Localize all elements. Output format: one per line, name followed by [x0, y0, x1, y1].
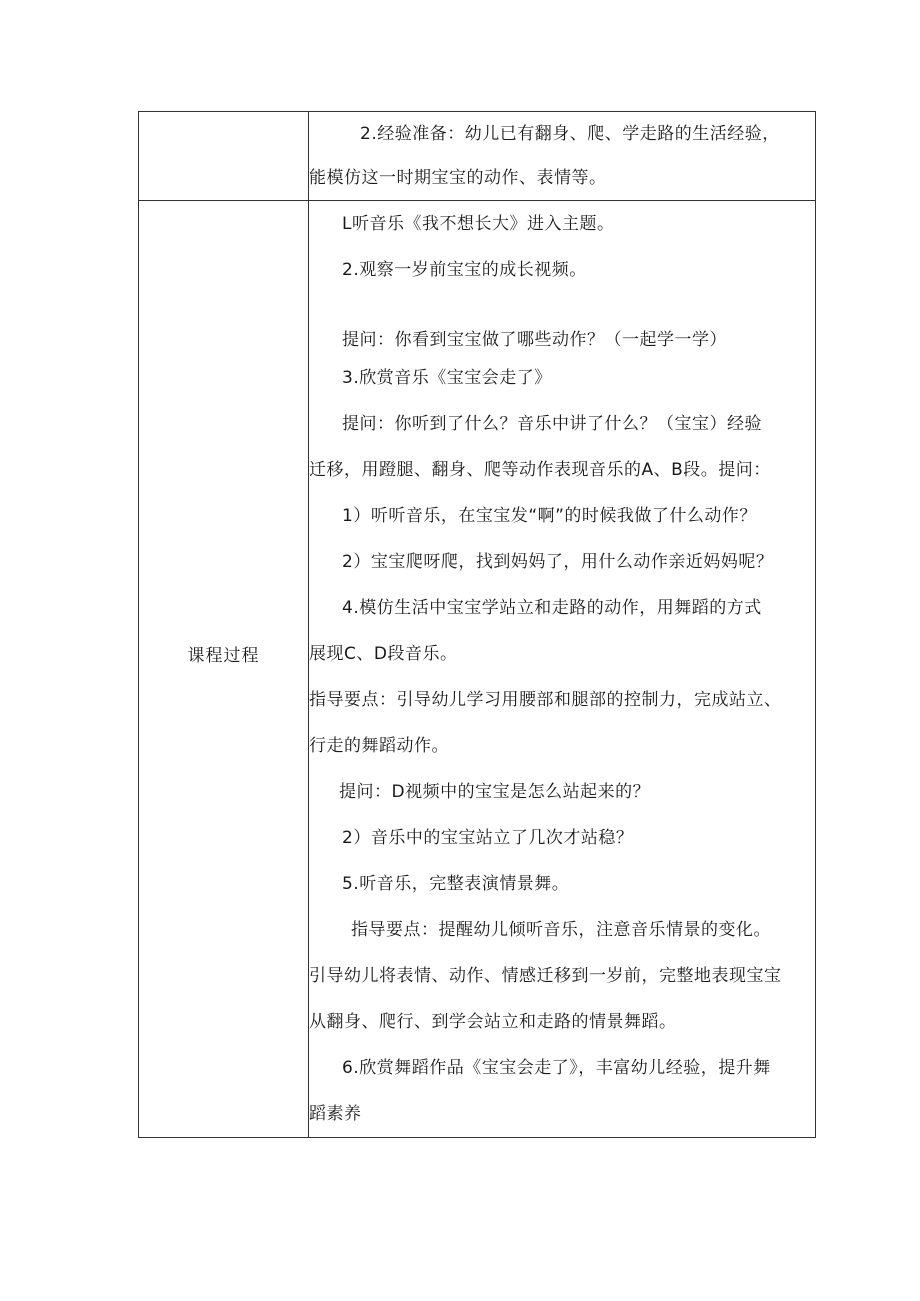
content-line: 指导要点：提醒幼儿倾听音乐，注意音乐情景的变化。 [351, 920, 771, 940]
content-line: 2）音乐中的宝宝站立了几次才站稳？ [342, 828, 634, 848]
content-line: 2.经验准备：幼儿已有翻身、爬、学走路的生活经验， [360, 124, 780, 144]
content-line: 提问：D视频中的宝宝是怎么站起来的？ [339, 782, 651, 802]
row-content-cell [309, 112, 816, 201]
row-label-cell [139, 112, 309, 201]
table-row [139, 112, 816, 201]
row-label-cell [139, 201, 309, 1138]
content-line: 从翻身、爬行、到学会站立和走路的情景舞蹈。 [309, 1012, 677, 1032]
content-line: 指导要点：引导幼儿学习用腰部和腿部的控制力，完成站立、 [309, 690, 782, 710]
spacer [309, 293, 815, 317]
content-line: 5.听音乐，完整表演情景舞。 [342, 874, 570, 894]
content-line: 1）听听音乐，在宝宝发“啊”的时候我做了什么动作？ [342, 506, 757, 526]
row-label: 课程过程 [187, 645, 260, 666]
table-row [139, 201, 816, 1138]
content-line: 2）宝宝爬呀爬，找到妈妈了，用什么动作亲近妈妈呢？ [342, 552, 774, 572]
content-line: 4.模仿生活中宝宝学站立和走路的动作，用舞蹈的方式 [342, 598, 762, 618]
content-line: 提问：你看到宝宝做了哪些动作？（一起学一学） [342, 330, 727, 350]
content-line: 迁移，用蹬腿、翻身、爬等动作表现音乐的A、B段。提问： [309, 460, 771, 480]
content-line: 蹈素养 [309, 1104, 362, 1124]
lesson-plan-table [138, 111, 816, 1138]
content-line: 展现C、D段音乐。 [309, 644, 458, 664]
content-line: 提问：你听到了什么？音乐中讲了什么？（宝宝）经验 [342, 414, 762, 434]
content-line: 行走的舞蹈动作。 [309, 736, 449, 756]
content-line: 2.观察一岁前宝宝的成长视频。 [342, 260, 587, 280]
content-line: 3.欣赏音乐《宝宝会走了》 [342, 368, 552, 388]
row-content-cell [309, 201, 816, 1138]
content-line: 6.欣赏舞蹈作品《宝宝会走了》，丰富幼儿经验，提升舞 [342, 1058, 771, 1078]
content-line: 能模仿这一时期宝宝的动作、表情等。 [309, 168, 607, 188]
content-line: 引导幼儿将表情、动作、情感迁移到一岁前，完整地表现宝宝 [309, 966, 782, 986]
content-line: L听音乐《我不想长大》进入主题。 [342, 214, 615, 234]
